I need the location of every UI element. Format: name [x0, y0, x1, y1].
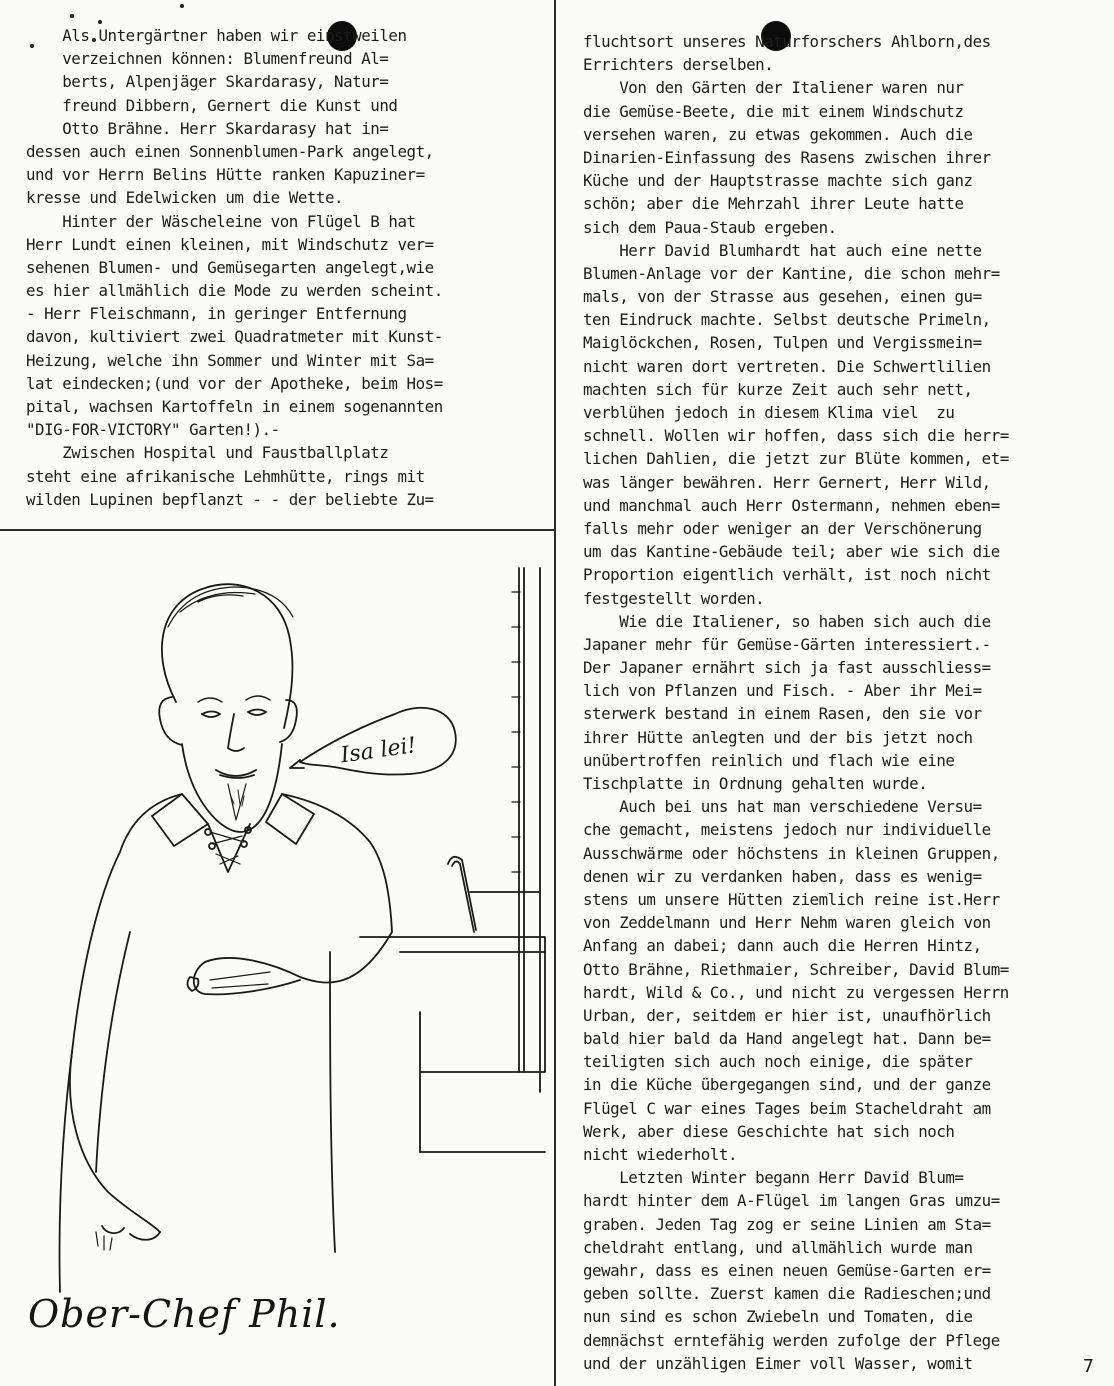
text-line: Ausschwärme oder höchstens in kleinen Gruppen,: [583, 843, 1000, 863]
text-line: Auch bei uns hat man verschiedene Versu=: [583, 797, 982, 817]
text-line: Küche und der Hauptstrasse machte sich ganz: [583, 171, 973, 191]
text-line: die Gemüse-Beete, die mit einem Windschutz: [583, 101, 964, 121]
illustration-caption: Ober-Chef Phil.: [28, 1292, 341, 1336]
chef-hand: [187, 932, 392, 994]
text-line: steht eine afrikanische Lehmhütte, rings mit: [26, 466, 425, 486]
text-line: - Herr Fleischmann, in geringer Entfernung: [26, 304, 407, 324]
text-line: geben sollte. Zuerst kamen die Radieschen;und: [583, 1284, 991, 1304]
text-line: lich von Pflanzen und Fisch. - Aber ihr Mei=: [583, 681, 982, 701]
right-text-column: [583, 30, 1103, 1375]
text-line: wilden Lupinen bepflanzt - - der beliebte Zu=: [26, 489, 434, 509]
background-counter: [360, 857, 545, 1152]
text-line: kresse und Edelwicken um die Wette.: [26, 188, 344, 208]
text-line: Herr Lundt einen kleinen, mit Windschutz ver=: [26, 234, 434, 254]
speck: [70, 14, 74, 18]
text-line: Letzten Winter begann Herr David Blum=: [583, 1168, 964, 1188]
text-line: festgestellt worden.: [583, 588, 765, 608]
text-line: Anfang an dabei; dann auch die Herren Hintz,: [583, 936, 982, 956]
text-line: schnell. Wollen wir hoffen, dass sich die herr=: [583, 426, 1009, 446]
text-line: berts, Alpenjäger Skardarasy, Natur=: [26, 72, 389, 92]
text-line: lichen Dahlien, die jetzt zur Blüte kommen, et=: [583, 449, 1009, 469]
text-line: Dinarien-Einfassung des Rasens zwischen ihrer: [583, 147, 991, 167]
text-line: Von den Gärten der Italiener waren nur: [583, 78, 964, 98]
text-line: Blumen-Anlage vor der Kantine, die schon mehr=: [583, 263, 1000, 283]
text-line: verzeichnen können: Blumenfreund Al=: [26, 49, 389, 69]
text-line: hardt, Wild & Co., und nicht zu vergessen Herrn: [583, 982, 1009, 1002]
text-line: sich dem Paua-Staub ergeben.: [583, 217, 837, 237]
chef-left-arm: [70, 1052, 160, 1250]
text-line: nun sind es schon Zwiebeln und Tomaten, die: [583, 1307, 973, 1327]
text-line: mals, von der Strasse aus gesehen, einen gu=: [583, 287, 982, 307]
text-line: Als Untergärtner haben wir einstweilen: [26, 26, 407, 45]
text-line: verblühen jedoch in diesem Klima viel zu: [583, 403, 955, 422]
text-line: ihrer Hütte anlegten und der bis jetzt noch: [583, 727, 973, 747]
text-line: nicht waren dort vertreten. Die Schwertlilien: [583, 356, 991, 376]
text-line: Tischplatte in Ordnung gehalten wurde.: [583, 774, 928, 793]
text-line: Der Japaner ernährt sich ja fast ausschliess=: [583, 658, 991, 678]
speech-bubble-text: Isa lei!: [339, 733, 418, 769]
text-line: davon, kultiviert zwei Quadratmeter mit Kunst-: [26, 327, 443, 347]
background-pipe: [512, 568, 540, 1092]
text-line: stens um unsere Hütten ziemlich reine ist.Herr: [583, 889, 1000, 909]
section-divider: [0, 529, 555, 531]
text-line: Proportion eigentlich verhält, ist noch nicht: [583, 565, 991, 585]
text-line: freund Dibbern, Gernert die Kunst und: [26, 95, 398, 115]
text-line: Herr David Blumhardt hat auch eine nette: [583, 240, 982, 260]
text-line: Hinter der Wäscheleine von Flügel B hat: [26, 211, 416, 231]
text-line: Zwischen Hospital und Faustballplatz: [26, 443, 389, 463]
text-line: sterwerk bestand in einem Rasen, den sie vor: [583, 704, 982, 724]
text-line: um das Kantine-Gebäude teil; aber wie sich die: [583, 542, 1000, 562]
text-line: dessen auch einen Sonnenblumen-Park angelegt,: [26, 141, 434, 161]
text-line: Heizung, welche ihn Sommer und Winter mit Sa=: [26, 350, 434, 370]
text-line: Flügel C war eines Tages beim Stacheldraht am: [583, 1098, 991, 1118]
chef-caricature-illustration: [0, 532, 554, 1386]
speck: [180, 4, 184, 8]
text-line: denen wir zu verdanken haben, dass es wenig=: [583, 866, 982, 886]
text-line: hardt hinter dem A-Flügel im langen Gras umzu=: [583, 1191, 1000, 1211]
text-line: teiligten sich auch noch einige, die später: [583, 1052, 973, 1072]
text-line: fluchtsort unseres Naturforschers Ahlborn,des: [583, 32, 991, 51]
text-line: demnächst erntefähig werden zufolge der Pflege: [583, 1330, 1000, 1350]
text-line: sehenen Blumen- und Gemüsegarten angelegt,wie: [26, 257, 434, 277]
text-line: Otto Brähne. Herr Skardarasy hat in=: [26, 118, 389, 138]
text-line: Wie die Italiener, so haben sich auch die: [583, 611, 991, 631]
text-line: falls mehr oder weniger an der Verschönerung: [583, 518, 982, 538]
text-line: es hier allmählich die Mode zu werden scheint.: [26, 281, 443, 301]
text-line: lat eindecken;(und vor der Apotheke, beim Hos=: [26, 373, 443, 393]
text-line: pital, wachsen Kartoffeln in einem sogenannten: [26, 397, 443, 416]
text-line: versehen waren, zu etwas gekommen. Auch die: [583, 124, 973, 144]
page-number: 7: [1083, 1356, 1094, 1377]
text-line: gewahr, dass es einen neuen Gemüse-Garten er=: [583, 1260, 991, 1280]
text-line: Maiglöckchen, Rosen, Tulpen und Vergissmein=: [583, 333, 982, 353]
text-line: Japaner mehr für Gemüse-Gärten interessiert.-: [583, 634, 991, 654]
text-line: Werk, aber diese Geschichte hat sich noch: [583, 1121, 955, 1141]
text-line: ten Eindruck machte. Selbst deutsche Primeln,: [583, 310, 991, 330]
text-line: schön; aber die Mehrzahl ihrer Leute hatte: [583, 194, 964, 214]
text-line: und vor Herrn Belins Hütte ranken Kapuziner=: [26, 165, 425, 185]
chef-shirt: [60, 794, 393, 1292]
text-line: "DIG-FOR-VICTORY" Garten!).-: [26, 420, 280, 440]
text-line: graben. Jeden Tag zog er seine Linien am Sta=: [583, 1214, 991, 1234]
text-line: che gemacht, meistens jedoch nur individuelle: [583, 820, 991, 840]
text-line: Errichters derselben.: [583, 55, 774, 75]
left-text-column: [26, 24, 556, 511]
text-line: von Zeddelmann und Herr Nehm waren gleich von: [583, 913, 991, 933]
text-line: was länger bewähren. Herr Gernert, Herr Wild,: [583, 472, 991, 492]
text-line: cheldraht entlang, und allmählich wurde man: [583, 1237, 973, 1257]
text-line: machten sich für kurze Zeit auch sehr nett,: [583, 379, 973, 399]
text-line: Otto Brähne, Riethmaier, Schreiber, David Blum=: [583, 959, 1009, 979]
text-line: unübertroffen reinlich und flach wie eine: [583, 750, 955, 770]
text-line: in die Küche übergegangen sind, und der ganze: [583, 1075, 991, 1095]
text-line: und der unzähligen Eimer voll Wasser, womit: [583, 1353, 973, 1373]
text-line: Urban, der, seitdem er hier ist, unaufhörlich: [583, 1005, 991, 1025]
text-line: nicht wiederholt.: [583, 1145, 738, 1164]
text-line: und manchmal auch Herr Ostermann, nehmen eben=: [583, 495, 1000, 515]
text-line: bald hier bald da Hand angelegt hat. Dann be=: [583, 1029, 991, 1049]
